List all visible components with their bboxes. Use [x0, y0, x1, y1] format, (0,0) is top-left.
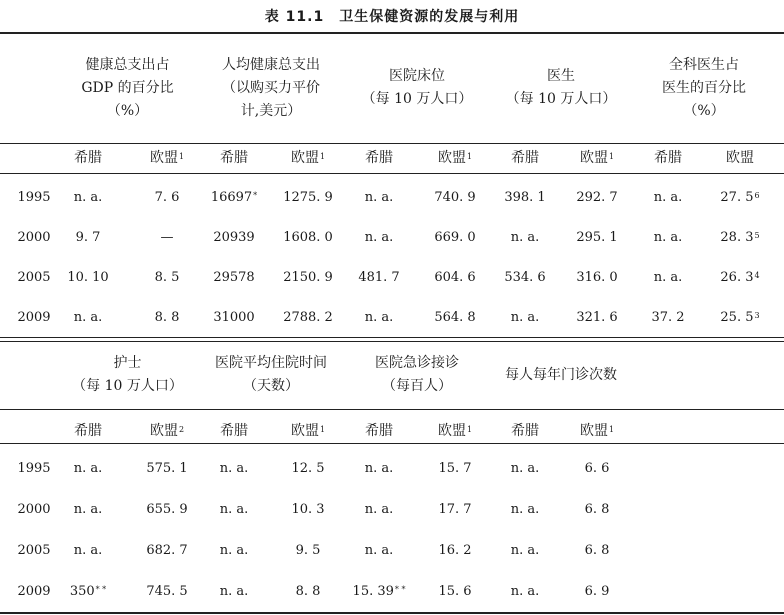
table-cell — [695, 190, 784, 205]
footnote-marker: 1 — [608, 152, 615, 161]
table-rule — [0, 612, 784, 614]
sub-header — [628, 151, 708, 166]
table-rule — [0, 32, 784, 34]
cell-text: 655. 9 — [146, 502, 188, 517]
group-header-line: （%） — [106, 102, 149, 119]
table-cell — [43, 310, 133, 325]
table-cell — [552, 502, 642, 517]
group-header-line: GDP 的百分比 — [81, 79, 174, 96]
row-year: 1995 — [17, 190, 51, 205]
row-year: 2005 — [17, 543, 51, 558]
cell-text: n. a. — [510, 502, 540, 517]
table-cell — [43, 230, 133, 245]
cell-text: n. a. — [364, 461, 394, 476]
sub-header — [268, 424, 348, 439]
cell-text: n. a. — [653, 190, 683, 205]
cell-text: 欧盟 — [149, 423, 178, 439]
table-cell — [695, 270, 784, 285]
footnote-marker: 1 — [319, 152, 326, 161]
cell-text: 28. 3 — [720, 230, 754, 245]
cell-text: n. a. — [364, 190, 394, 205]
group-header-line: （以购买力平价 — [222, 79, 320, 96]
row-year: 2005 — [17, 270, 51, 285]
table-cell — [43, 543, 133, 558]
footnote-marker: * * — [95, 585, 107, 594]
cell-text: n. a. — [73, 502, 103, 517]
group-header — [58, 54, 198, 123]
cell-text: 希腊 — [365, 423, 393, 439]
footnote-marker: 2 — [178, 425, 185, 434]
group-header — [201, 54, 341, 123]
footnote-marker: 6 — [754, 191, 760, 200]
cell-text: 20939 — [213, 230, 255, 245]
table-cell — [43, 270, 133, 285]
group-header — [347, 65, 487, 111]
cell-text: 25. 5 — [720, 310, 754, 325]
footnote-marker: 1 — [178, 152, 185, 161]
cell-text: n. a. — [219, 461, 249, 476]
cell-text: n. a. — [73, 310, 103, 325]
footnote-marker: * * — [394, 585, 406, 594]
table-rule — [0, 409, 784, 410]
cell-text: 1275. 9 — [283, 190, 333, 205]
row-year: 1995 — [17, 461, 51, 476]
cell-text: 37. 2 — [651, 310, 685, 325]
cell-text: 希腊 — [74, 150, 102, 166]
group-header-line: 医院床位 — [389, 68, 445, 84]
cell-text: 15. 7 — [438, 461, 472, 476]
group-header-line: （%） — [683, 102, 725, 119]
group-header-line: 每人每年门诊次数 — [505, 366, 617, 383]
cell-text: n. a. — [364, 230, 394, 245]
cell-text: 398. 1 — [504, 190, 546, 205]
cell-text: 欧盟 — [149, 150, 178, 166]
cell-text: 欧盟 — [290, 150, 319, 166]
group-header-line: （每 10 万人口） — [505, 91, 617, 107]
table-rule — [0, 143, 784, 144]
footnote-marker: 5 — [754, 231, 760, 240]
cell-text: 欧盟 — [726, 150, 754, 166]
cell-text: 欧盟 — [437, 150, 466, 166]
cell-text: 26. 3 — [720, 270, 754, 285]
cell-text: 16697 — [210, 190, 253, 205]
cell-text: 15. 6 — [438, 584, 472, 599]
table-cell — [43, 190, 133, 205]
group-header-line: 医院急诊接诊 — [375, 355, 459, 371]
cell-text: 欧盟 — [579, 150, 608, 166]
cell-text: 8. 5 — [154, 270, 180, 285]
cell-text: n. a. — [219, 584, 249, 599]
cell-text: 27. 5 — [720, 190, 754, 205]
group-header-line: 全科医生占 — [669, 56, 739, 73]
footnote-marker: 3 — [754, 311, 760, 320]
group-header-line: 计,美元） — [240, 102, 302, 119]
sub-header — [485, 424, 565, 439]
cell-text: 564. 8 — [434, 310, 476, 325]
cell-text: 9. 5 — [295, 543, 321, 558]
footnote-marker: 1 — [466, 425, 473, 434]
cell-text: 1608. 0 — [283, 230, 333, 245]
cell-text: 希腊 — [511, 423, 539, 439]
cell-text: n. a. — [219, 543, 249, 558]
sub-header — [194, 151, 274, 166]
cell-text: n. a. — [73, 543, 103, 558]
cell-text: n. a. — [364, 543, 394, 558]
group-header — [491, 65, 631, 111]
group-header — [634, 54, 774, 123]
sub-header — [557, 151, 637, 166]
row-year: 2009 — [17, 584, 51, 599]
table-rule — [0, 337, 784, 338]
cell-text: 534. 6 — [504, 270, 546, 285]
sub-header — [339, 424, 419, 439]
table-cell — [552, 543, 642, 558]
group-header-line: （每 10 万人口） — [72, 378, 183, 394]
cell-text: 682. 7 — [146, 543, 188, 558]
row-year: 2009 — [17, 310, 51, 325]
sub-header — [48, 151, 128, 166]
cell-text: n. a. — [653, 270, 683, 285]
footnote-marker: * — [253, 191, 258, 200]
cell-text: 321. 6 — [576, 310, 618, 325]
cell-text: 2788. 2 — [283, 310, 333, 325]
cell-text: n. a. — [510, 310, 540, 325]
sub-header — [339, 151, 419, 166]
sub-header — [194, 424, 274, 439]
footnote-marker: 1 — [608, 425, 615, 434]
sub-header — [557, 424, 637, 439]
cell-text: n. a. — [653, 230, 683, 245]
cell-text: n. a. — [510, 461, 540, 476]
footnote-marker: 1 — [466, 152, 473, 161]
footnote-marker: 4 — [754, 271, 760, 280]
cell-text: 745. 5 — [146, 584, 188, 599]
sub-header — [415, 151, 495, 166]
cell-text: 6. 9 — [584, 584, 610, 599]
cell-text: 希腊 — [220, 150, 248, 166]
table-cell — [695, 230, 784, 245]
cell-text: 6. 8 — [584, 502, 610, 517]
cell-text: n. a. — [219, 502, 249, 517]
cell-text: 604. 6 — [434, 270, 476, 285]
table-cell — [43, 502, 133, 517]
cell-text: 希腊 — [74, 423, 102, 439]
cell-text: 16. 2 — [438, 543, 472, 558]
group-header-line: 医生的百分比 — [662, 79, 746, 96]
sub-header — [700, 151, 780, 166]
group-header — [347, 352, 487, 398]
row-year: 2000 — [17, 502, 51, 517]
cell-text: 292. 7 — [576, 190, 618, 205]
cell-text: n. a. — [73, 461, 103, 476]
sub-header — [485, 151, 565, 166]
sub-header — [268, 151, 348, 166]
cell-text: 295. 1 — [576, 230, 618, 245]
cell-text: n. a. — [510, 230, 540, 245]
cell-text: 希腊 — [511, 150, 539, 166]
sub-header — [48, 424, 128, 439]
cell-text: 31000 — [213, 310, 255, 325]
group-header-line: 人均健康总支出 — [222, 56, 320, 73]
cell-text: 欧盟 — [437, 423, 466, 439]
cell-text: 17. 7 — [438, 502, 472, 517]
cell-text: 669. 0 — [434, 230, 476, 245]
cell-text: n. a. — [510, 584, 540, 599]
footnote-marker: 1 — [319, 425, 326, 434]
table-cell — [552, 584, 642, 599]
group-header — [491, 364, 631, 387]
cell-text: 2150. 9 — [283, 270, 333, 285]
cell-text: 欧盟 — [290, 423, 319, 439]
cell-text: n. a. — [510, 543, 540, 558]
cell-text: — — [160, 230, 174, 245]
group-header-line: 医院平均住院时间 — [215, 355, 327, 371]
cell-text: 8. 8 — [154, 310, 180, 325]
group-header — [58, 352, 198, 398]
table-rule — [0, 443, 784, 444]
table-cell — [43, 584, 133, 599]
cell-text: n. a. — [364, 502, 394, 517]
cell-text: 希腊 — [365, 150, 393, 166]
group-header — [201, 352, 341, 398]
table-rule — [0, 341, 784, 342]
table-cell — [552, 461, 642, 476]
table-cell — [43, 461, 133, 476]
cell-text: 10. 3 — [291, 502, 325, 517]
group-header-line: （天数） — [243, 378, 299, 394]
cell-text: 10. 10 — [67, 270, 109, 285]
cell-text: 7. 6 — [154, 190, 180, 205]
cell-text: 欧盟 — [579, 423, 608, 439]
row-year: 2000 — [17, 230, 51, 245]
group-header-line: （每百人） — [382, 378, 452, 394]
group-header-line: 护士 — [113, 355, 142, 371]
cell-text: 希腊 — [654, 150, 682, 166]
group-header-line: 医生 — [547, 68, 575, 84]
cell-text: n. a. — [73, 190, 103, 205]
cell-text: 9. 7 — [75, 230, 101, 245]
cell-text: 316. 0 — [576, 270, 618, 285]
cell-text: 15. 39 — [352, 584, 394, 599]
cell-text: 希腊 — [220, 423, 248, 439]
cell-text: 6. 8 — [584, 543, 610, 558]
cell-text: 12. 5 — [291, 461, 325, 476]
cell-text: 740. 9 — [434, 190, 476, 205]
group-header-line: （每 10 万人口） — [361, 91, 473, 107]
cell-text: 350 — [69, 584, 95, 599]
cell-text: 8. 8 — [295, 584, 321, 599]
group-header-line: 健康总支出占 — [85, 56, 170, 73]
cell-text: 6. 6 — [584, 461, 610, 476]
table-title: 表 11.1 卫生保健资源的发展与利用 — [264, 9, 520, 25]
cell-text: n. a. — [364, 310, 394, 325]
cell-text: 575. 1 — [146, 461, 188, 476]
cell-text: 29578 — [213, 270, 255, 285]
table-rule — [0, 173, 784, 174]
table-cell — [695, 310, 784, 325]
sub-header — [415, 424, 495, 439]
cell-text: 481. 7 — [358, 270, 400, 285]
